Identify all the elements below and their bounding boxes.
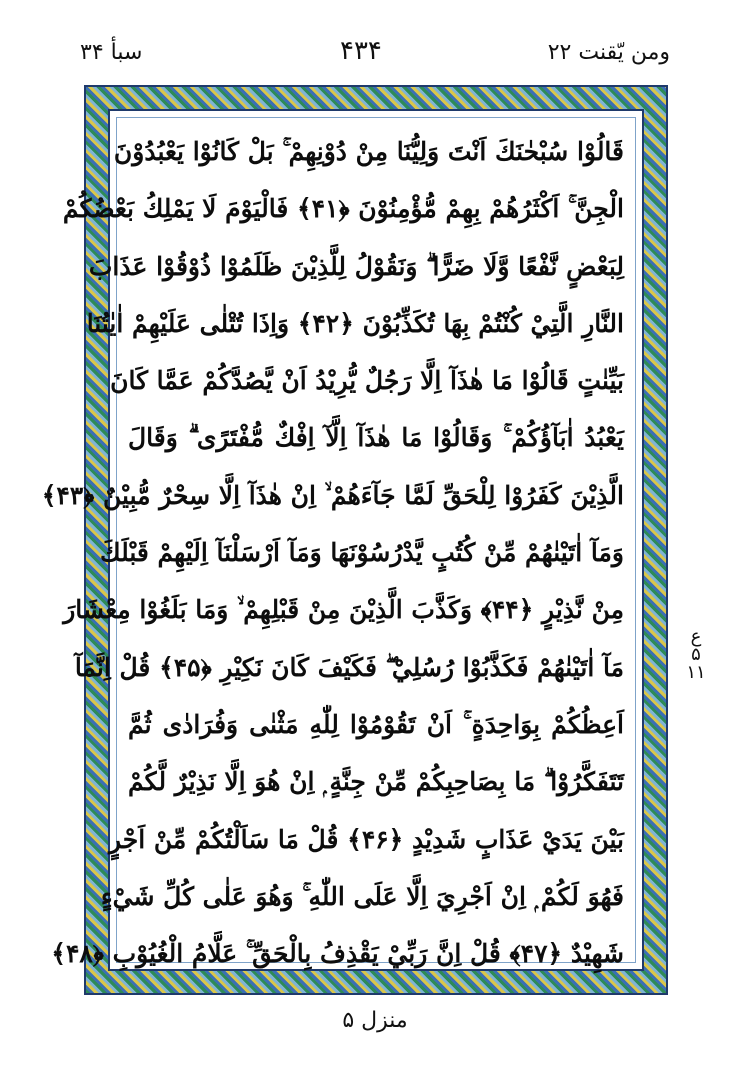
text-line: فَهُوَ لَكُمْ ۭ اِنْ اَجْرِيَ اِلَّا عَلَى اللّٰهِ ۚ وَهُوَ عَلٰى كُلِّ شَيْءٍ: [100, 881, 624, 911]
text-line: يَعْبُدُ اٰبَآؤُكُمْ ۚ وَقَالُوْا مَا هٰذَآ اِلَّآ اِفْكٌ مُّفْتَرًى ۗ وَقَالَ: [128, 423, 624, 453]
ruku-number: ۵: [691, 644, 701, 665]
text-line: شَهِيْدٌ ﴿۴۷﴾ قُلْ اِنَّ رَبِّيْ يَقْذِفُ بِالْحَقِّ ۚ عَلَّامُ الْغُيُوْبِ ﴿۴۸﴾: [51, 939, 624, 969]
page-header: [0, 36, 750, 84]
text-line: النَّارِ الَّتِيْ كُنْتُمْ بِهَا تُكَذِّبُوْنَ ﴿۴۲﴾ وَاِذَا تُتْلٰى عَلَيْهِمْ اٰيٰتُنَا: [86, 308, 624, 338]
juz-name: ومن یّقنت ۲۲: [547, 40, 670, 65]
text-line: تَتَفَكَّرُوْا ۗ مَا بِصَاحِبِكُمْ مِّنْ جِنَّةٍ ۭ اِنْ هُوَ اِلَّا نَذِيْرٌ لَّكُمْ: [128, 767, 624, 797]
text-line: بَيْنَ يَدَيْ عَذَابٍ شَدِيْدٍ ﴿۴۶﴾ قُلْ مَا سَاَلْتُكُمْ مِّنْ اَجْرٍ: [108, 824, 624, 854]
quran-text-block: [41, 123, 624, 982]
text-line: بَيِّنٰتٍ قَالُوْا مَا هٰذَآ اِلَّا رَجُلٌ يُّرِيْدُ اَنْ يَّصُدَّكُمْ عَمَّا كَانَ: [110, 366, 624, 396]
ruku-marker: [682, 628, 710, 682]
page-number: ۴۳۴: [340, 36, 382, 66]
surah-name: سبأ ۳۴: [80, 40, 143, 65]
ruku-mark: ۱۱: [686, 662, 706, 683]
text-line: اَعِظُكُمْ بِوَاحِدَةٍ ۚ اَنْ تَقُوْمُوْا لِلّٰهِ مَثْنٰى وَفُرَادٰى ثُمَّ: [128, 709, 624, 739]
text-line: مِنْ نَّذِيْرٍ ﴿۴۴﴾ وَكَذَّبَ الَّذِيْنَ مِنْ قَبْلِهِمْ ۙ وَمَا بَلَغُوْا مِعْشَارَ: [63, 595, 624, 625]
text-line: الَّذِيْنَ كَفَرُوْا لِلْحَقِّ لَمَّا جَآءَهُمْ ۙ اِنْ هٰذَآ اِلَّا سِحْرٌ مُّبِيْنٌ ﴿۴۳﴾: [41, 480, 624, 510]
text-line: قَالُوْا سُبْحٰنَكَ اَنْتَ وَلِيُّنَا مِنْ دُوْنِهِمْ ۚ بَلْ كَانُوْا يَعْبُدُوْنَ: [113, 137, 624, 166]
text-line: مَآ اٰتَيْنٰهُمْ فَكَذَّبُوْا رُسُلِيْ ۖ فَكَيْفَ كَانَ نَكِيْرِ ﴿۴۵﴾ قُلْ اِنَّمَآ: [74, 652, 624, 682]
text-line: وَمَآ اٰتَيْنٰهُمْ مِّنْ كُتُبٍ يَّدْرُسُوْنَهَا وَمَآ اَرْسَلْنَآ اِلَيْهِمْ قَبْلَكَ: [100, 538, 624, 568]
text-line: لِبَعْضٍ نَّفْعًا وَّلَا ضَرًّا ۗ وَنَقُوْلُ لِلَّذِيْنَ ظَلَمُوْا ذُوْقُوْا عَذَابَ: [88, 251, 624, 281]
ruku-symbol: ع: [690, 626, 702, 647]
manzil-footer: منزل ۵: [342, 1008, 408, 1033]
text-line: الْجِنَّ ۚ اَكْثَرُهُمْ بِهِمْ مُّؤْمِنُوْنَ ﴿۴۱﴾ فَالْيَوْمَ لَا يَمْلِكُ بَعْضُكُمْ: [62, 194, 624, 224]
text-panel: [41, 109, 644, 971]
decorative-border-frame: [41, 85, 668, 995]
